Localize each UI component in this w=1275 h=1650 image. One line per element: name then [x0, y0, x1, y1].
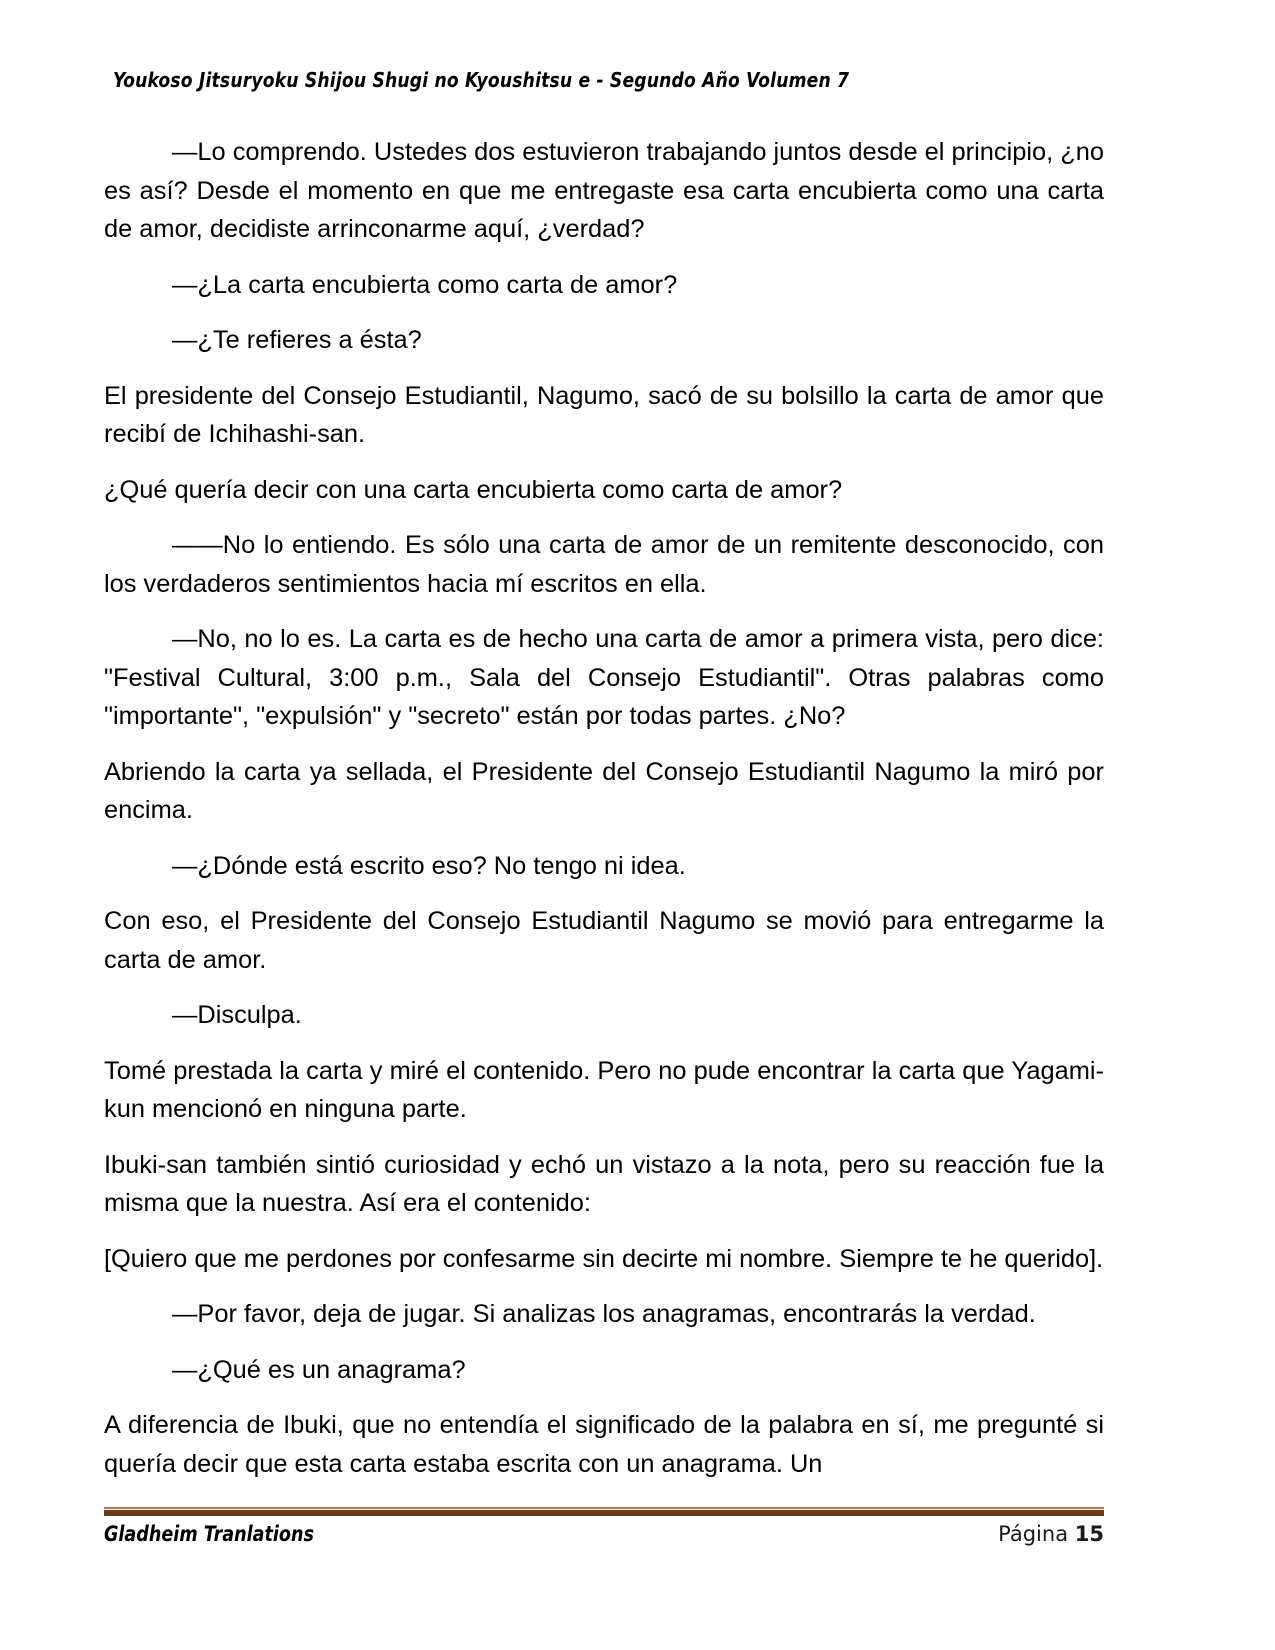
body-paragraph: Abriendo la carta ya sellada, el Presidente del Consejo Estudiantil Nagumo la miró por encima.: [104, 757, 1104, 824]
body-paragraph: El presidente del Consejo Estudiantil, Nagumo, sacó de su bolsillo la carta de amor que recibí de Ichihashi-san.: [104, 381, 1104, 448]
body-paragraph: —Disculpa.: [172, 1001, 302, 1029]
body-paragraph: —Lo comprendo. Ustedes dos estuvieron trabajando juntos desde el principio, ¿no es así? Desde el momento en que me entregaste esa carta encubierta como una carta de amor, decidiste arrinconarme aquí, ¿verdad?: [104, 138, 1104, 243]
body-paragraph: —¿La carta encubierta como carta de amor?: [172, 270, 678, 299]
page-body: [104, 133, 1104, 1483]
footer-rule-thick: [104, 1510, 1104, 1516]
body-paragraph: A diferencia de Ibuki, que no entendía el significado de la palabra en sí, me pregunté si quería decir que esta carta estaba escrita con un anagrama. Un: [104, 1411, 1104, 1478]
translator-credit: Gladheim Tranlations: [104, 1522, 314, 1546]
page-footer: [104, 1522, 1104, 1546]
body-paragraph: —¿Qué es un anagrama?: [172, 1355, 466, 1384]
body-paragraph: —¿Dónde está escrito eso? No tengo ni idea.: [172, 851, 686, 880]
body-paragraph: ¿Qué quería decir con una carta encubierta como carta de amor?: [104, 475, 843, 504]
body-paragraph: —Por favor, deja de jugar. Si analizas los anagramas, encontrarás la verdad.: [172, 1300, 1036, 1328]
body-paragraph: Con eso, el Presidente del Consejo Estudiantil Nagumo se movió para entregarme la carta de amor.: [104, 907, 1104, 974]
page-number-label: Página: [998, 1522, 1069, 1546]
body-paragraph: —No, no lo es. La carta es de hecho una carta de amor a primera vista, pero dice: "Festival Cultural, 3:00 p.m., Sala del Consejo Estudiantil". Otras palabras como "importante", "expulsión" y "secreto" están por todas partes. ¿No?: [104, 625, 1104, 730]
page-header: [113, 68, 1163, 92]
book-title-header: Youkoso Jitsuryoku Shijou Shugi no Kyoushitsu e - Segundo Año Volumen 7: [113, 68, 850, 92]
body-paragraph: [Quiero que me perdones por confesarme sin decirte mi nombre. Siempre te he querido].: [104, 1244, 1104, 1273]
body-paragraph: Ibuki-san también sintió curiosidad y echó un vistazo a la nota, pero su reacción fue la misma que la nuestra. Así era el contenido:: [104, 1150, 1104, 1217]
footer-divider: [104, 1507, 1104, 1516]
body-paragraph: Tomé prestada la carta y miré el contenido. Pero no pude encontrar la carta que Yagami-kun mencionó en ninguna parte.: [104, 1056, 1104, 1123]
body-paragraph: ——No lo entiendo. Es sólo una carta de amor de un remitente desconocido, con los verdaderos sentimientos hacia mí escritos en ella.: [104, 531, 1104, 598]
body-paragraph: —¿Te refieres a ésta?: [172, 326, 422, 354]
page-number-block: [998, 1522, 1104, 1546]
page-number-value: 15: [1074, 1522, 1104, 1546]
